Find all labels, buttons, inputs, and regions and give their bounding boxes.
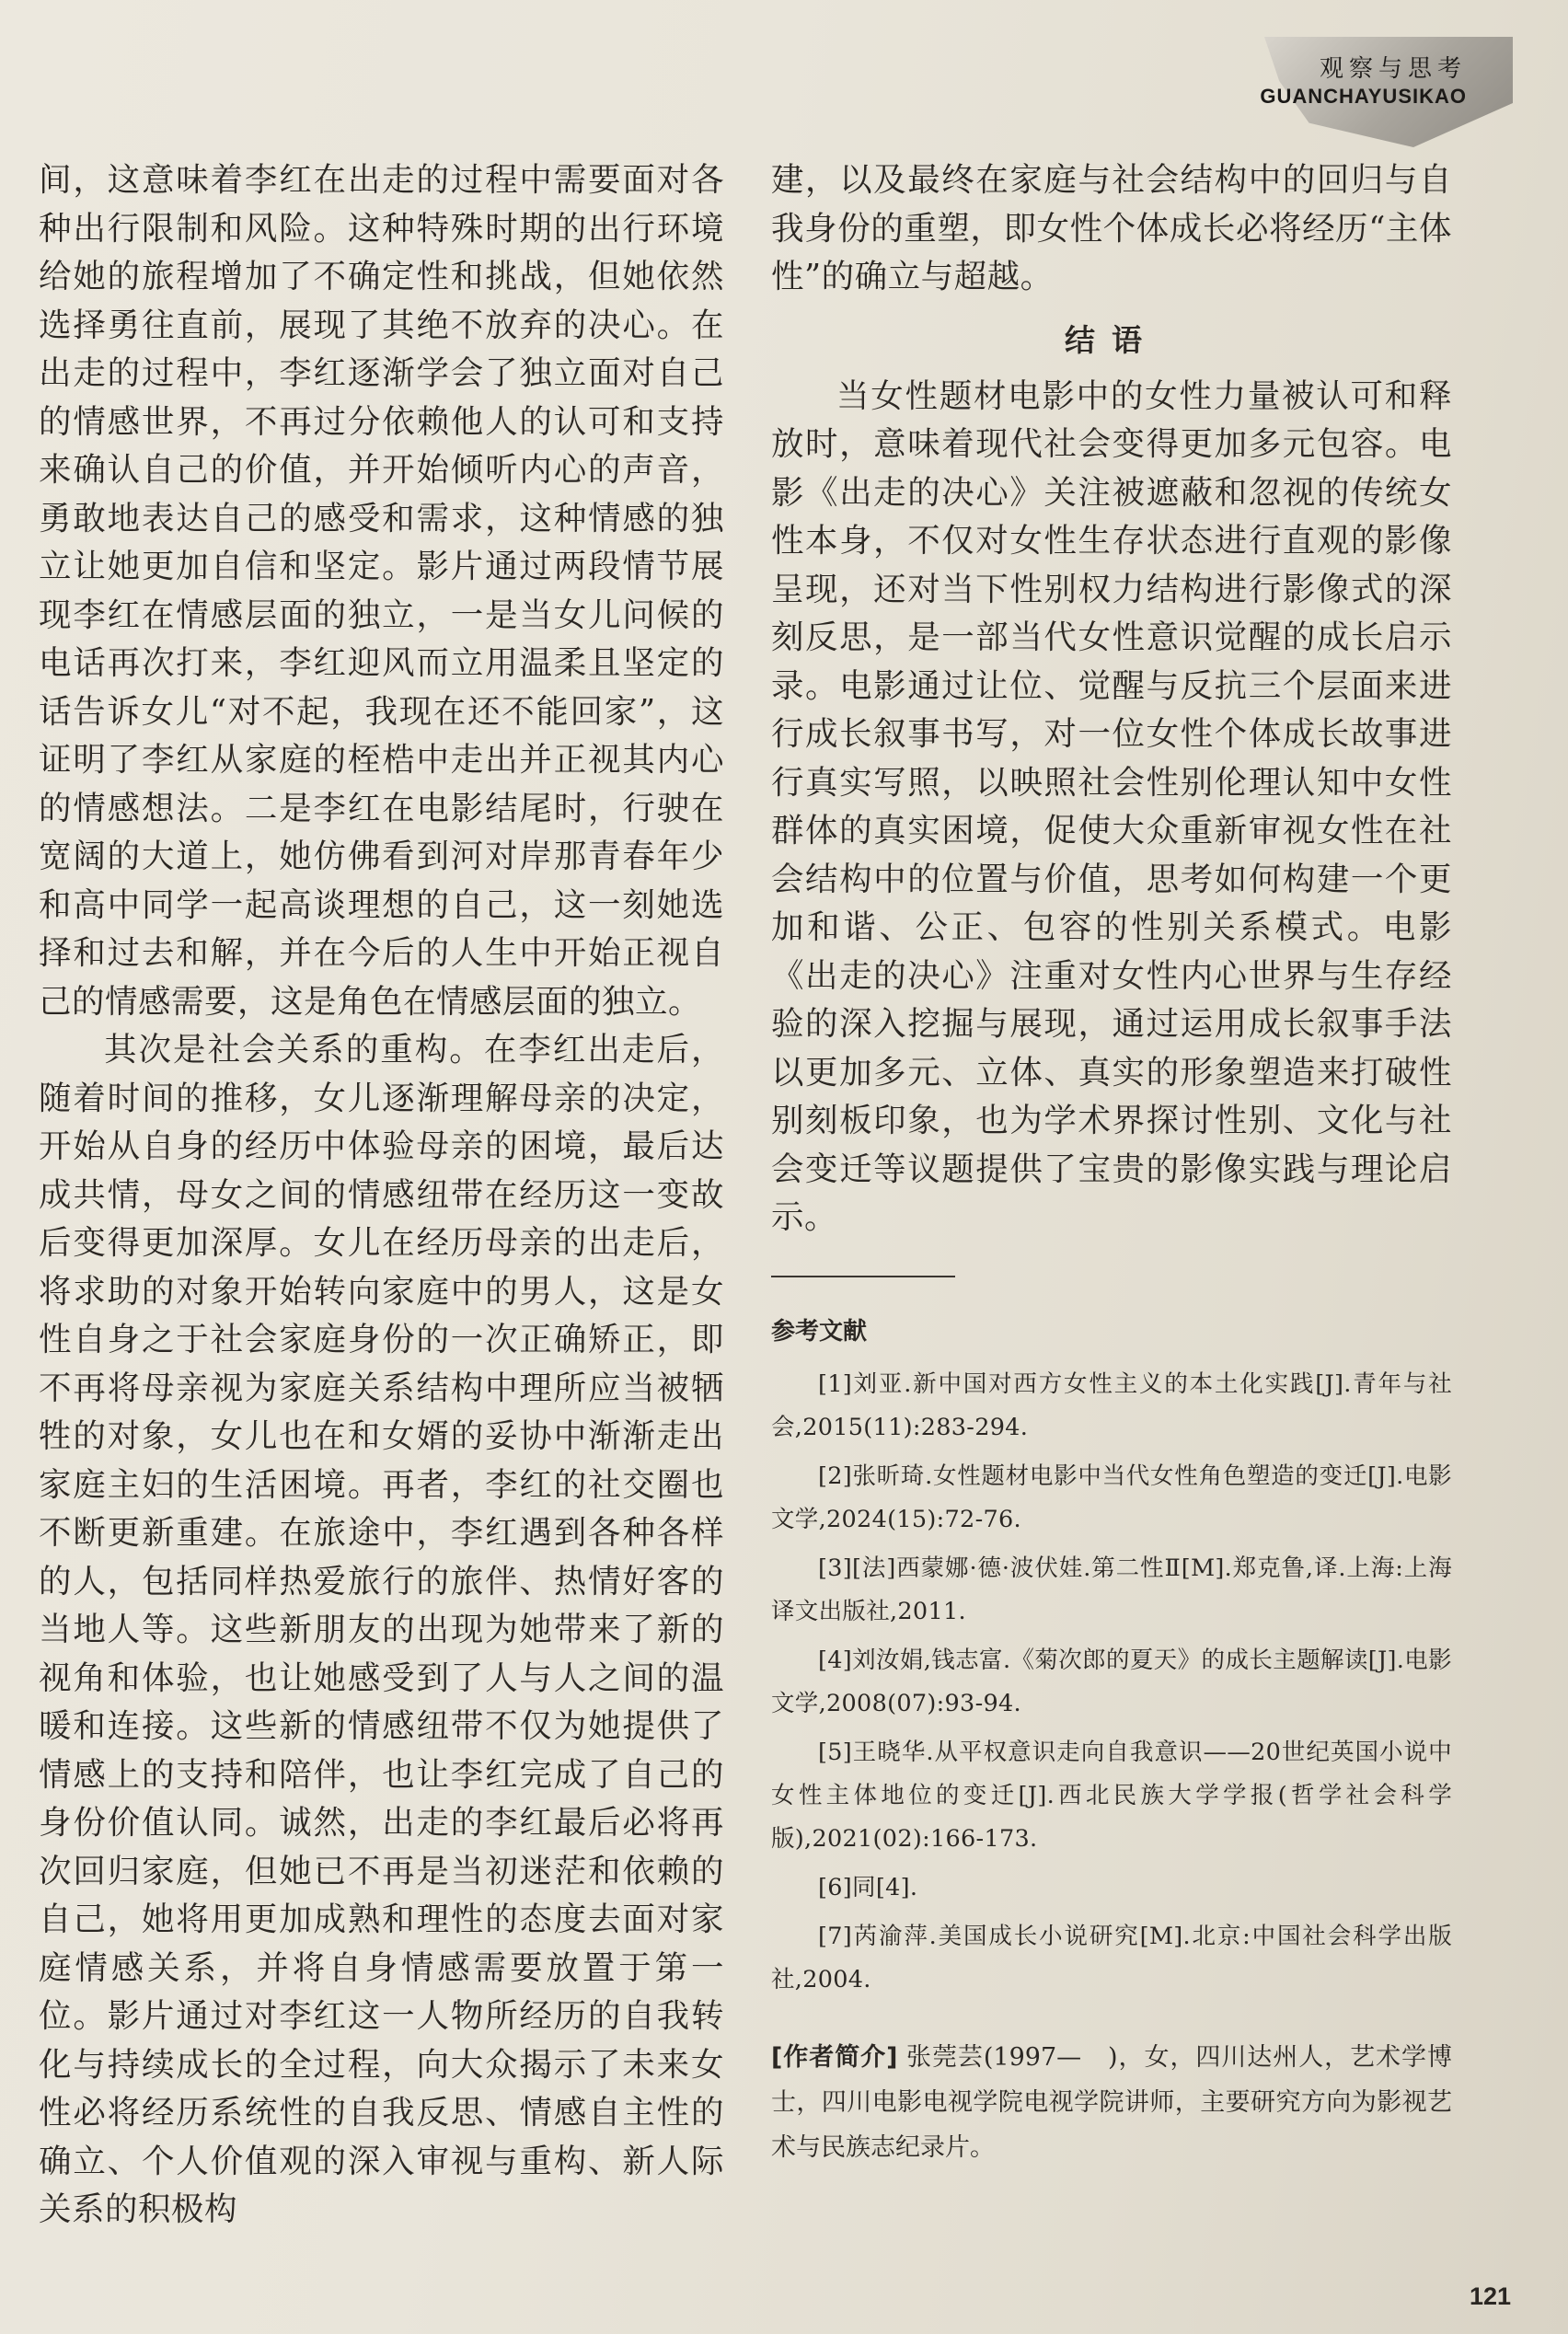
section-title: 结语 bbox=[1065, 321, 1159, 358]
reference-item: [4]刘汝娟,钱志富.《菊次郎的夏天》的成长主题解读[J].电影文学,2008(07):93-94. bbox=[771, 1646, 1452, 1717]
author-bio-label: [作者简介] bbox=[771, 2042, 898, 2072]
body-paragraph: 间，这意味着李红在出走的过程中需要面对各种出行限制和风险。这种特殊时期的出行环境给她的旅程增加了不确定性和挑战，但她依然选择勇往直前，展现了其绝不放弃的决心。在出走的过程中，李红逐渐学会了独立面对自己的情感世界，不再过分依赖他人的认可和支持来确认自己的价值，并开始倾听内心的声音，勇敢地表达自己的感受和需求，这种情感的独立让她更加自信和坚定。影片通过两段情节展现李红在情感层面的独立，一是当女儿问候的电话再次打来，李红迎风而立用温柔且坚定的话告诉女儿“对不起，我现在还不能回家”，这证明了李红从家庭的桎梏中走出并正视其内心的情感想法。二是李红在电影结尾时，行驶在宽阔的大道上，她仿佛看到河对岸那青春年少和高中同学一起高谈理想的自己，这一刻她选择和过去和解，并在今后的人生中开始正视自己的情感需要，这是角色在情感层面的独立。 bbox=[39, 161, 724, 1021]
author-bio-text: 张莞芸(1997— )，女，四川达州人，艺术学博士，四川电影电视学院电视学院讲师，主要研究方向为影视艺术与民族志纪录片。 bbox=[771, 2042, 1452, 2162]
conclusion-paragraph: 当女性题材电影中的女性力量被认可和释放时，意味着现代社会变得更加多元包容。电影《出走的决心》关注被遮蔽和忽视的传统女性本身，不仅对女性生存状态进行直观的影像呈现，还对当下性别权力结构进行影像式的深刻反思，是一部当代女性意识觉醒的成长启示录。电影通过让位、觉醒与反抗三个层面来进行成长叙事书写，对一位女性个体成长故事进行真实写照，以映照社会性别伦理认知中女性群体的真实困境，促使大众重新审视女性在社会结构中的位置与价值，思考如何构建一个更加和谐、公正、包容的性别关系模式。电影《出走的决心》注重对女性内心世界与生存经验的深入挖掘与展现，通过运用成长叙事手法以更加多元、立体、真实的形象塑造来打破性别刻板印象，也为学术界探讨性别、文化与社会变迁等议题提供了宝贵的影像实践与理论启示。 bbox=[771, 376, 1452, 1236]
section-pinyin: GUANCHAYUSIKAO bbox=[1260, 85, 1467, 108]
column-header bbox=[1209, 37, 1513, 147]
body-paragraph: 建，以及最终在家庭与社会结构中的回归与自我身份的重塑，即女性个体成长必将经历“主体性”的确立与超越。 bbox=[771, 161, 1452, 295]
reference-item: [3][法]西蒙娜·德·波伏娃.第二性Ⅱ[M].郑克鲁,译.上海:上海译文出版社,2011. bbox=[771, 1554, 1452, 1625]
right-column bbox=[771, 156, 1452, 2170]
reference-item: [6]同[4]. bbox=[818, 1873, 918, 1901]
left-column bbox=[39, 156, 724, 2235]
references-title: 参考文献 bbox=[771, 1317, 868, 1346]
page-number: 121 bbox=[1469, 2282, 1511, 2310]
footnote-divider bbox=[771, 1276, 955, 1277]
reference-item: [1]刘亚.新中国对西方女性主义的本土化实践[J].青年与社会,2015(11):283-294. bbox=[771, 1369, 1452, 1441]
body-paragraph: 其次是社会关系的重构。在李红出走后，随着时间的推移，女儿逐渐理解母亲的决定，开始从自身的经历中体验母亲的困境，最后达成共情，母女之间的情感纽带在经历这一变故后变得更加深厚。女儿在经历母亲的出走后，将求助的对象开始转向家庭中的男人，这是女性自身之于社会家庭身份的一次正确矫正，即不再将母亲视为家庭关系结构中理所应当被牺牲的对象，女儿也在和女婿的妥协中渐渐走出家庭主妇的生活困境。再者，李红的社交圈也不断更新重建。在旅途中，李红遇到各种各样的人，包括同样热爱旅行的旅伴、热情好客的当地人等。这些新朋友的出现为她带来了新的视角和体验，也让她感受到了人与人之间的温暖和连接。这些新的情感纽带不仅为她提供了情感上的支持和陪伴，也让李红完成了自己的身份价值认同。诚然，出走的李红最后必将再次回归家庭，但她已不再是当初迷茫和依赖的自己，她将用更加成熟和理性的态度去面对家庭情感关系，并将自身情感需要放置于第一位。影片通过对李红这一人物所经历的自我转化与持续成长的全过程，向大众揭示了未来女性必将经历系统性的自我反思、情感自主性的确立、个人价值观的深入审视与重构、新人际关系的积极构 bbox=[39, 1031, 724, 2228]
reference-item: [2]张昕琦.女性题材电影中当代女性角色塑造的变迁[J].电影文学,2024(15):72-76. bbox=[771, 1462, 1452, 1533]
reference-item: [5]王晓华.从平权意识走向自我意识——20世纪英国小说中女性主体地位的变迁[J].西北民族大学学报(哲学社会科学版),2021(02):166-173. bbox=[771, 1738, 1452, 1853]
author-bio bbox=[771, 2035, 1452, 2170]
section-name: 观察与思考 bbox=[1319, 55, 1467, 83]
reference-item: [7]芮渝萍.美国成长小说研究[M].北京:中国社会科学出版社,2004. bbox=[771, 1922, 1452, 1993]
